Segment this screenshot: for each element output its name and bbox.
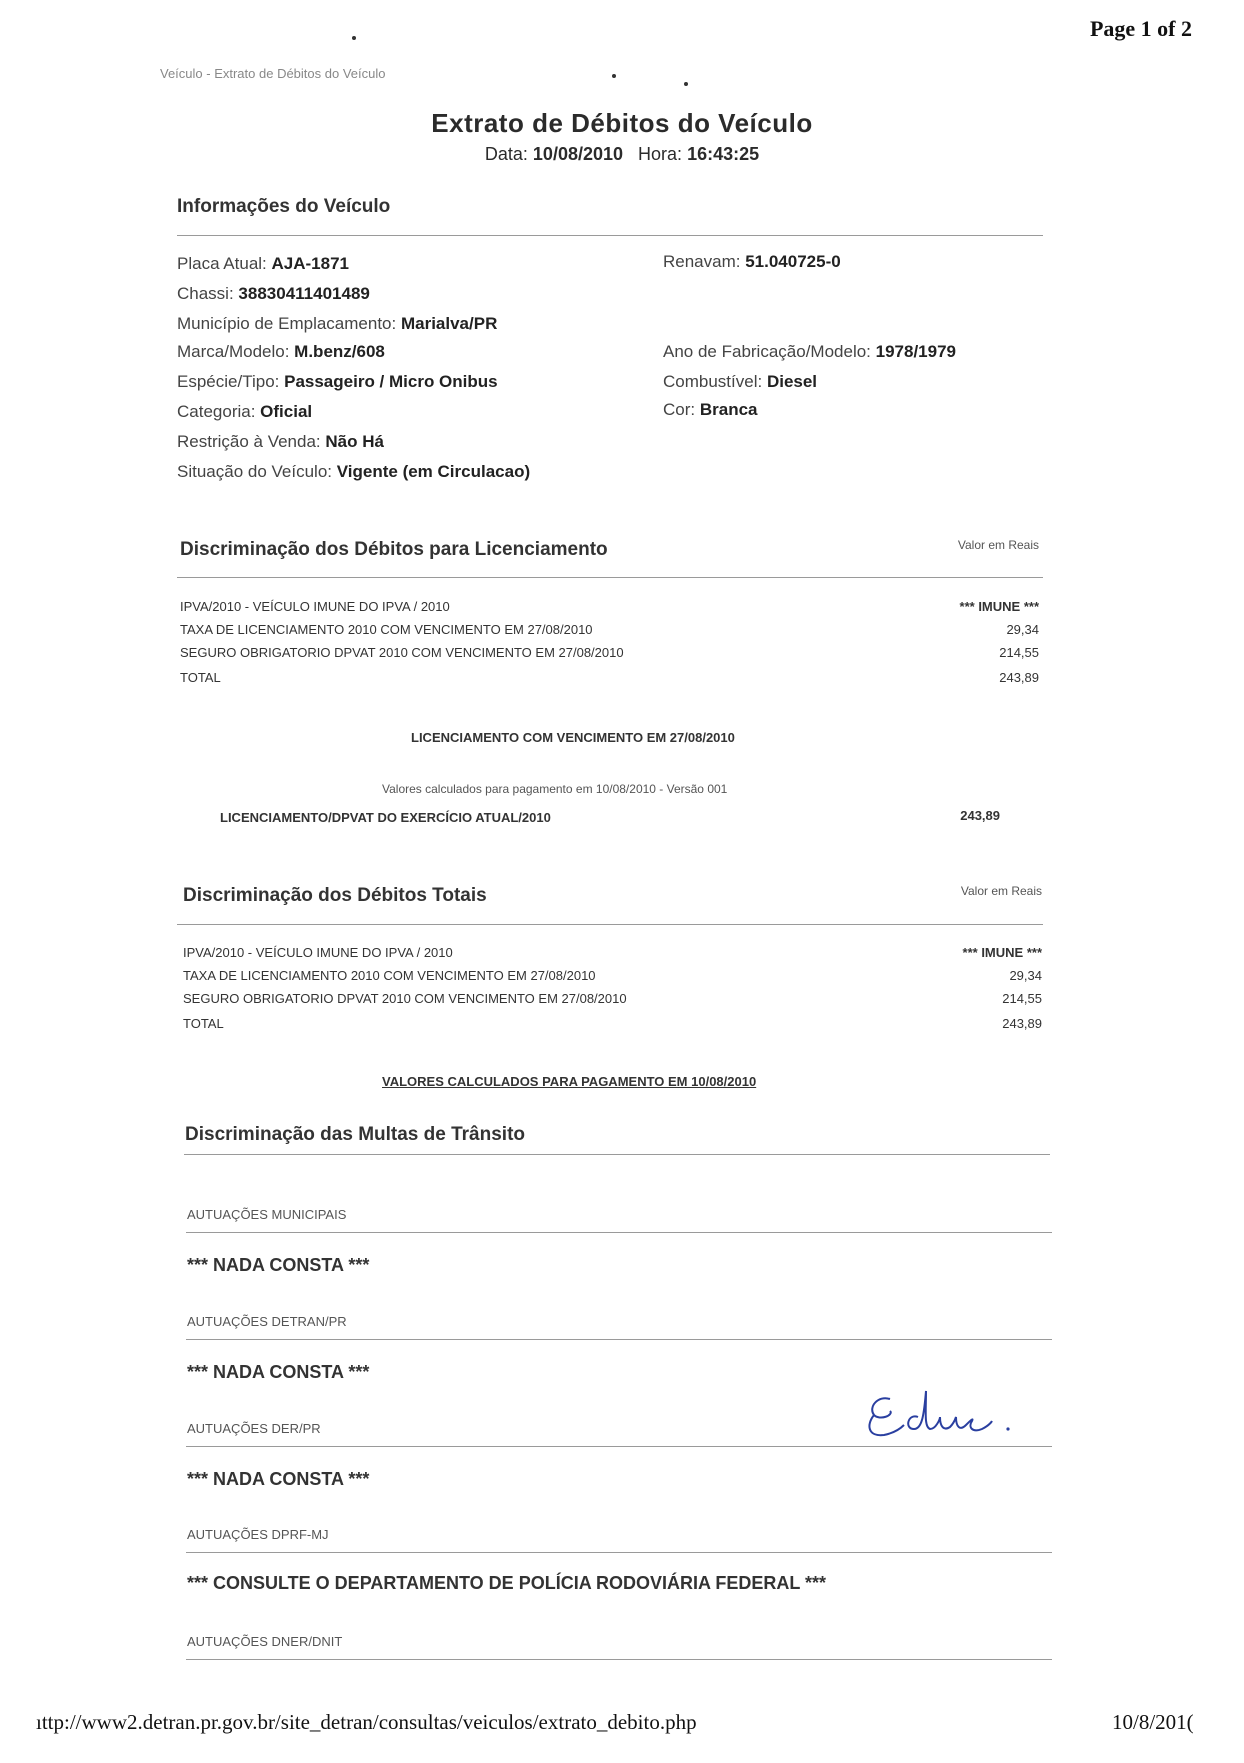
field-value: Diesel bbox=[766, 372, 818, 391]
debit-row-value: 214,55 bbox=[1002, 991, 1042, 1006]
fines-status: *** CONSULTE O DEPARTAMENTO DE POLÍCIA RODOVIÁRIA FEDERAL *** bbox=[187, 1573, 827, 1593]
debit-row-desc: SEGURO OBRIGATORIO DPVAT 2010 COM VENCIMENTO EM 27/08/2010 bbox=[183, 991, 627, 1006]
fines-status: *** NADA CONSTA *** bbox=[187, 1469, 370, 1489]
debit-row-desc: SEGURO OBRIGATORIO DPVAT 2010 COM VENCIMENTO EM 27/08/2010 bbox=[180, 645, 624, 660]
value-header: Valor em Reais bbox=[960, 884, 1042, 898]
field-value: 1978/1979 bbox=[875, 342, 957, 361]
debit-row-desc: IPVA/2010 - VEÍCULO IMUNE DO IPVA / 2010 bbox=[180, 599, 450, 614]
field-label: Espécie/Tipo: bbox=[177, 372, 280, 391]
vehicle-field bbox=[663, 252, 841, 272]
divider bbox=[177, 235, 1043, 236]
fines-group-label: AUTUAÇÕES DETRAN/PR bbox=[187, 1314, 347, 1329]
vehicle-field bbox=[663, 342, 956, 362]
divider bbox=[186, 1552, 1052, 1553]
field-label: Situação do Veículo: bbox=[177, 462, 333, 481]
field-label: Combustível: bbox=[663, 372, 763, 391]
vehicle-field bbox=[177, 432, 384, 452]
breadcrumb: Veículo - Extrato de Débitos do Veículo bbox=[160, 66, 386, 81]
fines-group-label: AUTUAÇÕES DPRF-MJ bbox=[187, 1527, 329, 1542]
fines-status: *** NADA CONSTA *** bbox=[187, 1255, 370, 1275]
vehicle-field bbox=[177, 314, 497, 334]
vehicle-field bbox=[177, 284, 370, 304]
field-label: Chassi: bbox=[177, 284, 234, 303]
scan-speck bbox=[684, 82, 688, 86]
divider bbox=[186, 1232, 1052, 1233]
debit-row-value: 243,89 bbox=[999, 670, 1039, 685]
divider bbox=[186, 1339, 1052, 1340]
exercise-value: 243,89 bbox=[960, 808, 1000, 823]
divider bbox=[177, 577, 1043, 578]
field-value: Vigente (em Circulacao) bbox=[336, 462, 531, 481]
vehicle-field bbox=[177, 462, 530, 482]
vehicle-info-heading: Informações do Veículo bbox=[177, 196, 391, 217]
vehicle-field bbox=[177, 402, 312, 422]
field-value: Oficial bbox=[260, 402, 313, 421]
debit-row-value: *** IMUNE *** bbox=[962, 945, 1042, 960]
vehicle-field bbox=[177, 372, 498, 392]
field-label: Categoria: bbox=[177, 402, 256, 421]
debit-row-desc: TOTAL bbox=[180, 670, 221, 685]
licensing-debits-heading: Discriminação dos Débitos para Licenciamento bbox=[180, 539, 608, 560]
debit-row-desc: TAXA DE LICENCIAMENTO 2010 COM VENCIMENTO EM 27/08/2010 bbox=[183, 968, 596, 983]
debit-row-desc: IPVA/2010 - VEÍCULO IMUNE DO IPVA / 2010 bbox=[183, 945, 453, 960]
field-label: Restrição à Venda: bbox=[177, 432, 321, 451]
page-title: Extrato de Débitos do Veículo bbox=[431, 108, 813, 138]
field-value: 51.040725-0 bbox=[745, 252, 841, 271]
field-value: 38830411401489 bbox=[238, 284, 370, 303]
calc-payment-caption: VALORES CALCULADOS PARA PAGAMENTO EM 10/08/2010 bbox=[382, 1074, 757, 1089]
fines-group-label: AUTUAÇÕES DNER/DNIT bbox=[187, 1634, 343, 1649]
handwritten-signature bbox=[860, 1385, 1020, 1447]
field-label: Cor: bbox=[663, 400, 696, 419]
field-value: M.benz/608 bbox=[294, 342, 385, 361]
field-value: AJA-1871 bbox=[271, 254, 350, 273]
date-time-line: Data: 10/08/2010 Hora: 16:43:25 bbox=[484, 144, 760, 164]
field-value: Branca bbox=[699, 400, 758, 419]
vehicle-field bbox=[663, 400, 758, 420]
scan-speck bbox=[352, 36, 356, 40]
page-number: Page 1 of 2 bbox=[1089, 16, 1192, 41]
field-label: Placa Atual: bbox=[177, 254, 267, 273]
divider bbox=[186, 1659, 1052, 1660]
licensing-due-caption: LICENCIAMENTO COM VENCIMENTO EM 27/08/2010 bbox=[411, 730, 735, 745]
vehicle-field bbox=[177, 342, 385, 362]
fines-group-label: AUTUAÇÕES MUNICIPAIS bbox=[187, 1207, 347, 1222]
field-label: Renavam: bbox=[663, 252, 741, 271]
debit-row-value: 243,89 bbox=[1002, 1016, 1042, 1031]
field-label: Município de Emplacamento: bbox=[177, 314, 397, 333]
scan-speck bbox=[612, 74, 616, 78]
footer-url[interactable]: ıttp://www2.detran.pr.gov.br/site_detran/consultas/veiculos/extrato_debito.php bbox=[36, 1710, 697, 1734]
vehicle-field bbox=[177, 254, 349, 274]
exercise-label: LICENCIAMENTO/DPVAT DO EXERCÍCIO ATUAL/2010 bbox=[220, 810, 551, 825]
debit-row-value: 29,34 bbox=[1009, 968, 1042, 983]
value-header: Valor em Reais bbox=[957, 538, 1039, 552]
fines-group-label: AUTUAÇÕES DER/PR bbox=[187, 1421, 321, 1436]
field-value: Marialva/PR bbox=[400, 314, 498, 333]
debit-row-desc: TOTAL bbox=[183, 1016, 224, 1031]
field-label: Ano de Fabricação/Modelo: bbox=[663, 342, 871, 361]
total-debits-heading: Discriminação dos Débitos Totais bbox=[183, 885, 487, 906]
field-label: Marca/Modelo: bbox=[177, 342, 290, 361]
field-value: Não Há bbox=[325, 432, 384, 451]
fines-status: *** NADA CONSTA *** bbox=[187, 1362, 370, 1382]
footer-date: 10/8/201( bbox=[1112, 1710, 1194, 1734]
debit-row-desc: TAXA DE LICENCIAMENTO 2010 COM VENCIMENTO EM 27/08/2010 bbox=[180, 622, 593, 637]
debit-row-value: *** IMUNE *** bbox=[959, 599, 1039, 614]
fines-heading: Discriminação das Multas de Trânsito bbox=[185, 1124, 525, 1145]
debit-row-value: 29,34 bbox=[1006, 622, 1039, 637]
calc-note: Valores calculados para pagamento em 10/08/2010 - Versão 001 bbox=[382, 782, 728, 796]
vehicle-field bbox=[663, 372, 817, 392]
debit-row-value: 214,55 bbox=[999, 645, 1039, 660]
divider bbox=[177, 924, 1043, 925]
field-value: Passageiro / Micro Onibus bbox=[284, 372, 498, 391]
divider bbox=[184, 1154, 1050, 1155]
